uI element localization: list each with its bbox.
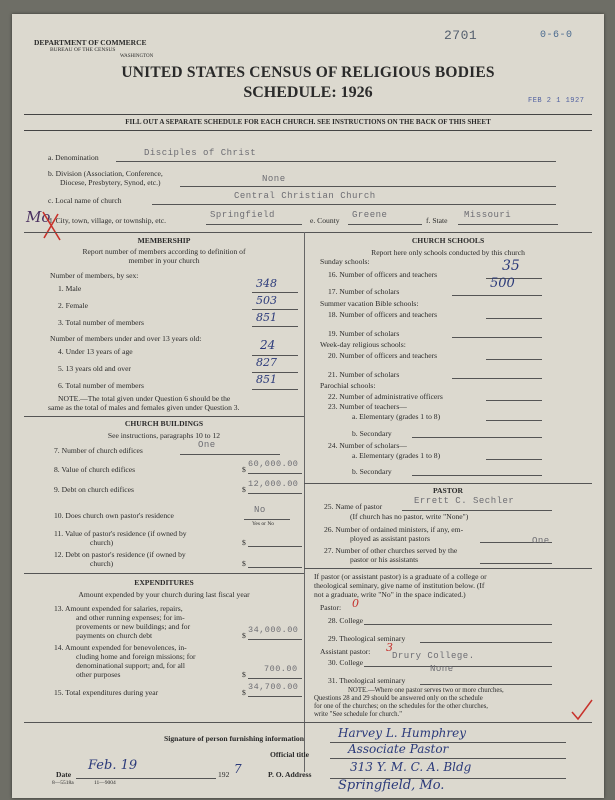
- address-value-2: Springfield, Mo.: [338, 778, 445, 793]
- local-name-line: [152, 204, 556, 205]
- buildings-rule: [24, 416, 304, 417]
- running-expenses-label-4: payments on church debt: [76, 631, 153, 640]
- running-expenses-label-2: and other running expenses; for im-: [76, 613, 185, 622]
- teachers-elementary-label: a. Elementary (grades 1 to 8): [352, 412, 441, 421]
- sunday-schools-label: Sunday schools:: [320, 257, 370, 266]
- membership-intro-2: member in your church: [128, 256, 200, 265]
- summer-scholars-line: [452, 337, 542, 338]
- members-by-sex-label: Number of members, by sex:: [50, 271, 139, 280]
- state-value: Missouri: [464, 210, 512, 220]
- assistant-seminary-line: [420, 684, 552, 685]
- pastor-note-4: write "See schedule for church.": [314, 711, 403, 718]
- form-number: 8—5518a: [52, 780, 74, 786]
- denomination-line: [116, 161, 556, 162]
- bureau-city: WASHINGTON: [120, 54, 154, 59]
- weekday-officers-line: [486, 359, 542, 360]
- owns-residence-label: 10. Does church own pastor's residence: [54, 511, 174, 520]
- membership-note-2: same as the total of males and females given under Question 3.: [48, 403, 240, 412]
- graduate-instruction-3: not a graduate, write "No" in the space indicated.): [314, 590, 466, 599]
- assistant-ministers-label-2: ployed as assistant pastors: [350, 534, 430, 543]
- schools-intro: Report here only schools conducted by this church: [371, 248, 525, 257]
- pastor-name-label: 25. Name of pastor: [324, 502, 383, 511]
- state-line: [458, 224, 558, 225]
- pastor-seminary-label: 29. Theological seminary: [328, 634, 406, 643]
- benevolences-line: [248, 678, 302, 679]
- total-expenditures-value: 34,700.00: [248, 682, 299, 692]
- header-rule-bottom: [24, 130, 592, 131]
- over-13-value: 827: [256, 356, 277, 369]
- weekday-officers-label: 20. Number of officers and teachers: [328, 351, 438, 360]
- red-check-mark-pastor: [570, 698, 594, 722]
- stamp-number: 2701: [444, 28, 478, 43]
- teachers-secondary-line: [412, 437, 542, 438]
- owns-residence-value: No: [254, 505, 266, 515]
- summer-schools-label: Summer vacation Bible schools:: [320, 299, 419, 308]
- total-by-age-line: [252, 389, 298, 390]
- summer-officers-label: 18. Number of officers and teachers: [328, 310, 438, 319]
- total-expenditures-line: [248, 696, 302, 697]
- residence-debt-label: 12. Debt on pastor's residence (if owned by: [54, 550, 186, 559]
- sunday-officers-value: 35: [502, 258, 520, 274]
- edifices-debt-line: [248, 493, 302, 494]
- benevolences-value: 700.00: [264, 664, 298, 674]
- assistant-seminary-label: 31. Theological seminary: [328, 676, 406, 685]
- graduate-instruction-2: theological seminary, give name of institution below. (If: [314, 581, 485, 590]
- owns-residence-line: [244, 519, 290, 520]
- expenditures-heading: EXPENDITURES: [134, 578, 194, 587]
- under-13-label: 4. Under 13 years of age: [58, 347, 133, 356]
- other-churches-line: [480, 563, 552, 564]
- total-members-line: [252, 326, 298, 327]
- form-number-2: 11—9004: [94, 780, 116, 786]
- division-value: None: [262, 174, 286, 184]
- sunday-scholars-line: [452, 295, 542, 296]
- date-value: Feb. 19: [88, 758, 138, 773]
- parochial-admin-label: 22. Number of administrative officers: [328, 392, 443, 401]
- scholars-secondary-label: b. Secondary: [352, 467, 392, 476]
- year-label: 192: [218, 770, 230, 779]
- census-schedule-sheet: [12, 14, 604, 798]
- city-line: [206, 224, 302, 225]
- pastor-seminary-line: [420, 642, 552, 643]
- assistant-red-mark: 3: [386, 641, 393, 654]
- expenditures-sub: Amount expended by your church during last fiscal year: [78, 590, 250, 599]
- edifices-count-label: 7. Number of church edifices: [54, 446, 143, 455]
- sunday-officers-label: 16. Number of officers and teachers: [328, 270, 438, 279]
- city-label: d. City, town, village, or township, etc.: [48, 216, 167, 225]
- dollar-sign-9: $: [242, 485, 246, 494]
- assistant-seminary-value: None: [430, 664, 454, 674]
- expenditures-rule: [24, 573, 304, 574]
- edifices-debt-value: 12,000.00: [248, 479, 299, 489]
- membership-note-1: NOTE.—The total given under Question 6 should be the: [58, 394, 231, 403]
- running-expenses-label-1: 13. Amount expended for salaries, repairs,: [54, 604, 183, 613]
- yes-or-no-hint: Yes or No: [252, 521, 275, 527]
- column-divider-lower: [304, 476, 305, 772]
- residence-debt-label-2: church): [90, 559, 114, 568]
- weekday-scholars-line: [452, 378, 542, 379]
- other-churches-label-2: pastor or his assistants: [350, 555, 419, 564]
- division-label: b. Division (Association, Conference,: [48, 169, 163, 178]
- scholars-secondary-line: [412, 475, 542, 476]
- dollar-sign-15: $: [242, 688, 246, 697]
- sunday-scholars-label: 17. Number of scholars: [328, 287, 400, 296]
- local-name-label: c. Local name of church: [48, 196, 122, 205]
- edifices-count-value: One: [198, 440, 216, 450]
- pastor-name-hint: (If church has no pastor, write "None"): [350, 512, 469, 521]
- assistant-ministers-label: 26. Number of ordained ministers, if any, em-: [324, 525, 464, 534]
- total-members-value: 851: [256, 311, 277, 324]
- pastor-college-label: 28. College: [328, 616, 364, 625]
- section-rule: [24, 232, 592, 233]
- male-value: 348: [256, 277, 277, 290]
- total-by-age-label: 6. Total number of members: [58, 381, 145, 390]
- other-churches-value: One: [532, 536, 550, 546]
- year-value: 7: [234, 762, 242, 776]
- pastor-heading: PASTOR: [432, 486, 464, 495]
- weekday-scholars-label: 21. Number of scholars: [328, 370, 400, 379]
- residence-debt-line: [248, 567, 302, 568]
- residence-value-line: [248, 546, 302, 547]
- summer-officers-line: [486, 318, 542, 319]
- dollar-sign-13: $: [242, 631, 246, 640]
- margin-handwritten-mark: Mo: [26, 208, 51, 226]
- pastor-name-value: Errett C. Sechler: [414, 496, 515, 506]
- county-value: Greene: [352, 210, 388, 220]
- date-line: [76, 778, 216, 779]
- membership-intro-1: Report number of members according to definition of: [82, 247, 246, 256]
- benevolences-label-3: denominational support; and, for all: [76, 661, 186, 670]
- male-line: [252, 292, 298, 293]
- form-title: UNITED STATES CENSUS OF RELIGIOUS BODIES: [121, 64, 495, 81]
- local-name-value: Central Christian Church: [234, 191, 376, 201]
- signature-label: Signature of person furnishing information: [164, 734, 304, 743]
- pastor-note-1: NOTE.—Where one pastor serves two or more churches,: [348, 687, 504, 694]
- sunday-scholars-value: 500: [490, 276, 515, 291]
- header-rule-top: [24, 114, 592, 115]
- over-13-label: 5. 13 years old and over: [58, 364, 131, 373]
- buildings-heading: CHURCH BUILDINGS: [124, 419, 204, 428]
- city-value: Springfield: [210, 210, 275, 220]
- dollar-sign-12: $: [242, 559, 246, 568]
- column-divider-upper: [304, 232, 305, 476]
- pastor-name-line: [402, 510, 552, 511]
- assistant-college-line: [364, 666, 552, 667]
- membership-heading: MEMBERSHIP: [137, 236, 191, 245]
- female-label: 2. Female: [58, 301, 88, 310]
- form-subtitle: SCHEDULE: 1926: [243, 84, 373, 101]
- edifices-value-label: 8. Value of church edifices: [54, 465, 136, 474]
- dollar-sign-11: $: [242, 538, 246, 547]
- dollar-sign-8: $: [242, 465, 246, 474]
- benevolences-label-2: cluding home and foreign missions; for: [76, 652, 196, 661]
- stamp-code: 0-6-0: [540, 30, 573, 41]
- benevolences-label-4: other purposes: [76, 670, 121, 679]
- summer-scholars-label: 19. Number of scholars: [328, 329, 400, 338]
- edifices-value-line: [248, 473, 302, 474]
- scholars-elementary-label: a. Elementary (grades 1 to 8): [352, 451, 441, 460]
- denomination-label: a. Denomination: [48, 153, 99, 162]
- male-label: 1. Male: [58, 284, 82, 293]
- official-title-value: Associate Pastor: [348, 742, 449, 756]
- received-date-stamp: FEB 2 1 1927: [528, 97, 585, 105]
- female-value: 503: [256, 294, 277, 307]
- graduate-rule: [304, 568, 592, 569]
- official-title-line: [330, 758, 566, 759]
- weekday-schools-label: Week-day religious schools:: [320, 340, 406, 349]
- residence-value-label: 11. Value of pastor's residence (if owned by: [54, 529, 187, 538]
- county-line: [348, 224, 422, 225]
- total-by-age-value: 851: [256, 373, 277, 386]
- bureau-name: BUREAU OF THE CENSUS: [50, 47, 116, 53]
- edifices-value-value: 60,000.00: [248, 459, 299, 469]
- denomination-value: Disciples of Christ: [144, 148, 257, 158]
- total-members-label: 3. Total number of members: [58, 318, 145, 327]
- assistant-college-heading: Assistant pastor:: [320, 647, 371, 656]
- department-name: DEPARTMENT OF COMMERCE: [34, 38, 147, 47]
- other-churches-label: 27. Number of other churches served by the: [324, 546, 458, 555]
- graduate-instruction-1: If pastor (or assistant pastor) is a graduate of a college or: [314, 572, 487, 581]
- date-label: Date: [56, 770, 72, 779]
- age-heading: Number of members under and over 13 years old:: [50, 334, 202, 343]
- scholars-elementary-line: [486, 459, 542, 460]
- division-line: [180, 186, 556, 187]
- pastor-red-mark: 0: [352, 597, 359, 610]
- female-line: [252, 309, 298, 310]
- dollar-sign-14: $: [242, 670, 246, 679]
- running-expenses-label-3: provements or new buildings; and for: [76, 622, 191, 631]
- footer-rule: [24, 722, 592, 723]
- schools-heading: CHURCH SCHOOLS: [411, 236, 485, 245]
- running-expenses-value: 34,000.00: [248, 625, 299, 635]
- pastor-college-line: [364, 624, 552, 625]
- benevolences-label-1: 14. Amount expended for benevolences, in-: [54, 643, 187, 652]
- official-title-label: Official title: [270, 750, 310, 759]
- assistant-college-label: 30. College: [328, 658, 364, 667]
- teachers-elementary-line: [486, 420, 542, 421]
- parochial-schools-label: Parochial schools:: [320, 381, 376, 390]
- address-label: P. O. Address: [268, 770, 312, 779]
- under-13-value: 24: [260, 338, 276, 352]
- parochial-teachers-label: 23. Number of teachers—: [328, 402, 407, 411]
- edifices-count-line: [180, 454, 280, 455]
- parochial-admin-line: [486, 400, 542, 401]
- running-expenses-line: [248, 639, 302, 640]
- buildings-sub: See instructions, paragraphs 10 to 12: [107, 431, 221, 440]
- teachers-secondary-label: b. Secondary: [352, 429, 392, 438]
- parochial-scholars-label: 24. Number of scholars—: [328, 441, 407, 450]
- edifices-debt-label: 9. Debt on church edifices: [54, 485, 134, 494]
- division-label-2: Diocese, Presbytery, Synod, etc.): [60, 178, 161, 187]
- form-instruction: FILL OUT A SEPARATE SCHEDULE FOR EACH CHURCH. SEE INSTRUCTIONS ON THE BACK OF THIS SHEET: [125, 118, 491, 126]
- pastor-rule: [304, 483, 592, 484]
- county-label: e. County: [310, 216, 340, 225]
- assistant-college-value: Drury College.: [392, 651, 475, 661]
- residence-value-label-2: church): [90, 538, 114, 547]
- signature-value: Harvey L. Humphrey: [338, 726, 467, 740]
- pastor-note-2: Questions 28 and 29 should be answered only on the schedule: [314, 695, 483, 702]
- pastor-college-heading: Pastor:: [320, 603, 342, 612]
- state-label: f. State: [426, 216, 448, 225]
- pastor-note-3: for one of the churches; on the schedules for the other churches,: [314, 703, 489, 710]
- total-expenditures-label: 15. Total expenditures during year: [54, 688, 159, 697]
- address-value: 313 Y. M. C. A. Bldg: [350, 760, 472, 774]
